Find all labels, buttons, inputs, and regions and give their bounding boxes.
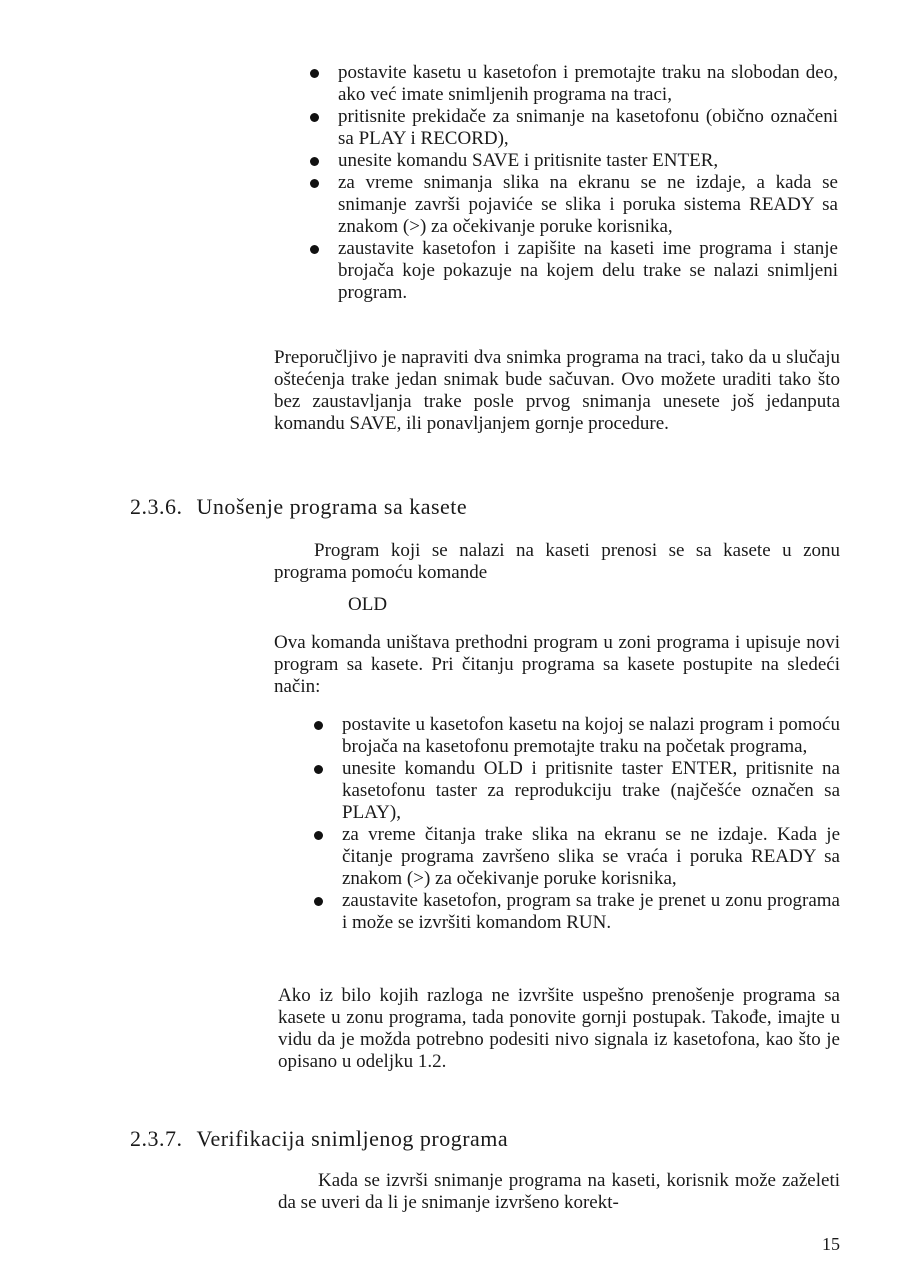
bullet-icon: [314, 831, 323, 840]
paragraph-troubleshooting: Ako iz bilo kojih razloga ne izvršite uspešno prenošenje programa sa kasete u zonu programa, tada ponovite gornji postupak. Takođe, imajte u vidu da je možda potrebno podesiti nivo signala iz kasetofona, kao što je opisano u odeljku 1.2.: [278, 985, 840, 1072]
list-item: postavite kasetu u kasetofon i premotajte traku na slobodan deo, ako već imate snimljenih programa na traci,: [310, 62, 838, 106]
section-title: Unošenje programa sa kasete: [196, 494, 468, 519]
section-heading-2-3-6: [130, 494, 467, 520]
paragraph-old-description: Ova komanda uništava prethodni program u zoni programa i upisuje novi program sa kasete. Pri čitanju programa sa kasete postupite na sledeći način:: [274, 632, 840, 697]
paragraph-verification: Kada se izvrši snimanje programa na kaseti, korisnik može zaželeti da se uveri da li je snimanje izvršeno korekt-: [278, 1170, 840, 1213]
list-item: unesite komandu OLD i pritisnite taster ENTER, pritisnite na kasetofonu taster za reprodukciju trake (najčešće označen sa PLAY),: [314, 758, 840, 824]
list-item: zaustavite kasetofon, program sa trake je prenet u zonu programa i može se izvršiti komandom RUN.: [314, 890, 840, 934]
bullet-icon: [310, 245, 319, 254]
page-number: 15: [822, 1234, 840, 1254]
list-item: pritisnite prekidače za snimanje na kasetofonu (obično označeni sa PLAY i RECORD),: [310, 106, 838, 150]
list-item: za vreme čitanja trake slika na ekranu se ne izdaje. Kada je čitanje programa završeno slika se vraća i poruka READY sa znakom (>) za očekivanje poruke korisnika,: [314, 824, 840, 890]
bullet-icon: [310, 113, 319, 122]
section-number: 2.3.7.: [130, 1126, 183, 1151]
paragraph-old-intro: Program koji se nalazi na kaseti prenosi se sa kasete u zonu programa pomoću komande: [274, 540, 840, 583]
list-item: postavite u kasetofon kasetu na kojoj se nalazi program i pomoću brojača na kasetofonu premotajte traku na početak programa,: [314, 714, 840, 758]
command-old: OLD: [348, 594, 388, 615]
bullet-icon: [314, 897, 323, 906]
list-item: unesite komandu SAVE i pritisnite taster ENTER,: [310, 150, 838, 172]
list-item: zaustavite kasetofon i zapišite na kaseti ime programa i stanje brojača koje pokazuje na kojem delu trake se nalazi snimljeni program.: [310, 238, 838, 304]
section-heading-2-3-7: [130, 1126, 508, 1152]
section-title: Verifikacija snimljenog programa: [196, 1126, 509, 1151]
recording-steps-list: [310, 62, 838, 304]
bullet-icon: [310, 179, 319, 188]
loading-steps-list: [314, 714, 840, 934]
bullet-icon: [310, 157, 319, 166]
paragraph-double-recording: Preporučljivo je napraviti dva snimka programa na traci, tako da u slučaju oštećenja trake jedan snimak bude sačuvan. Ovo možete uraditi tako što bez zaustavljanja trake posle prvog snimanja unesete još jedanputa komandu SAVE, ili ponavljanjem gornje procedure.: [274, 347, 840, 434]
list-item: za vreme snimanja slika na ekranu se ne izdaje, a kada se snimanje završi pojaviće se slika i poruka sistema READY sa znakom (>) za očekivanje poruke korisnika,: [310, 172, 838, 238]
bullet-icon: [314, 765, 323, 774]
bullet-icon: [310, 69, 319, 78]
section-number: 2.3.6.: [130, 494, 183, 519]
bullet-icon: [314, 721, 323, 730]
